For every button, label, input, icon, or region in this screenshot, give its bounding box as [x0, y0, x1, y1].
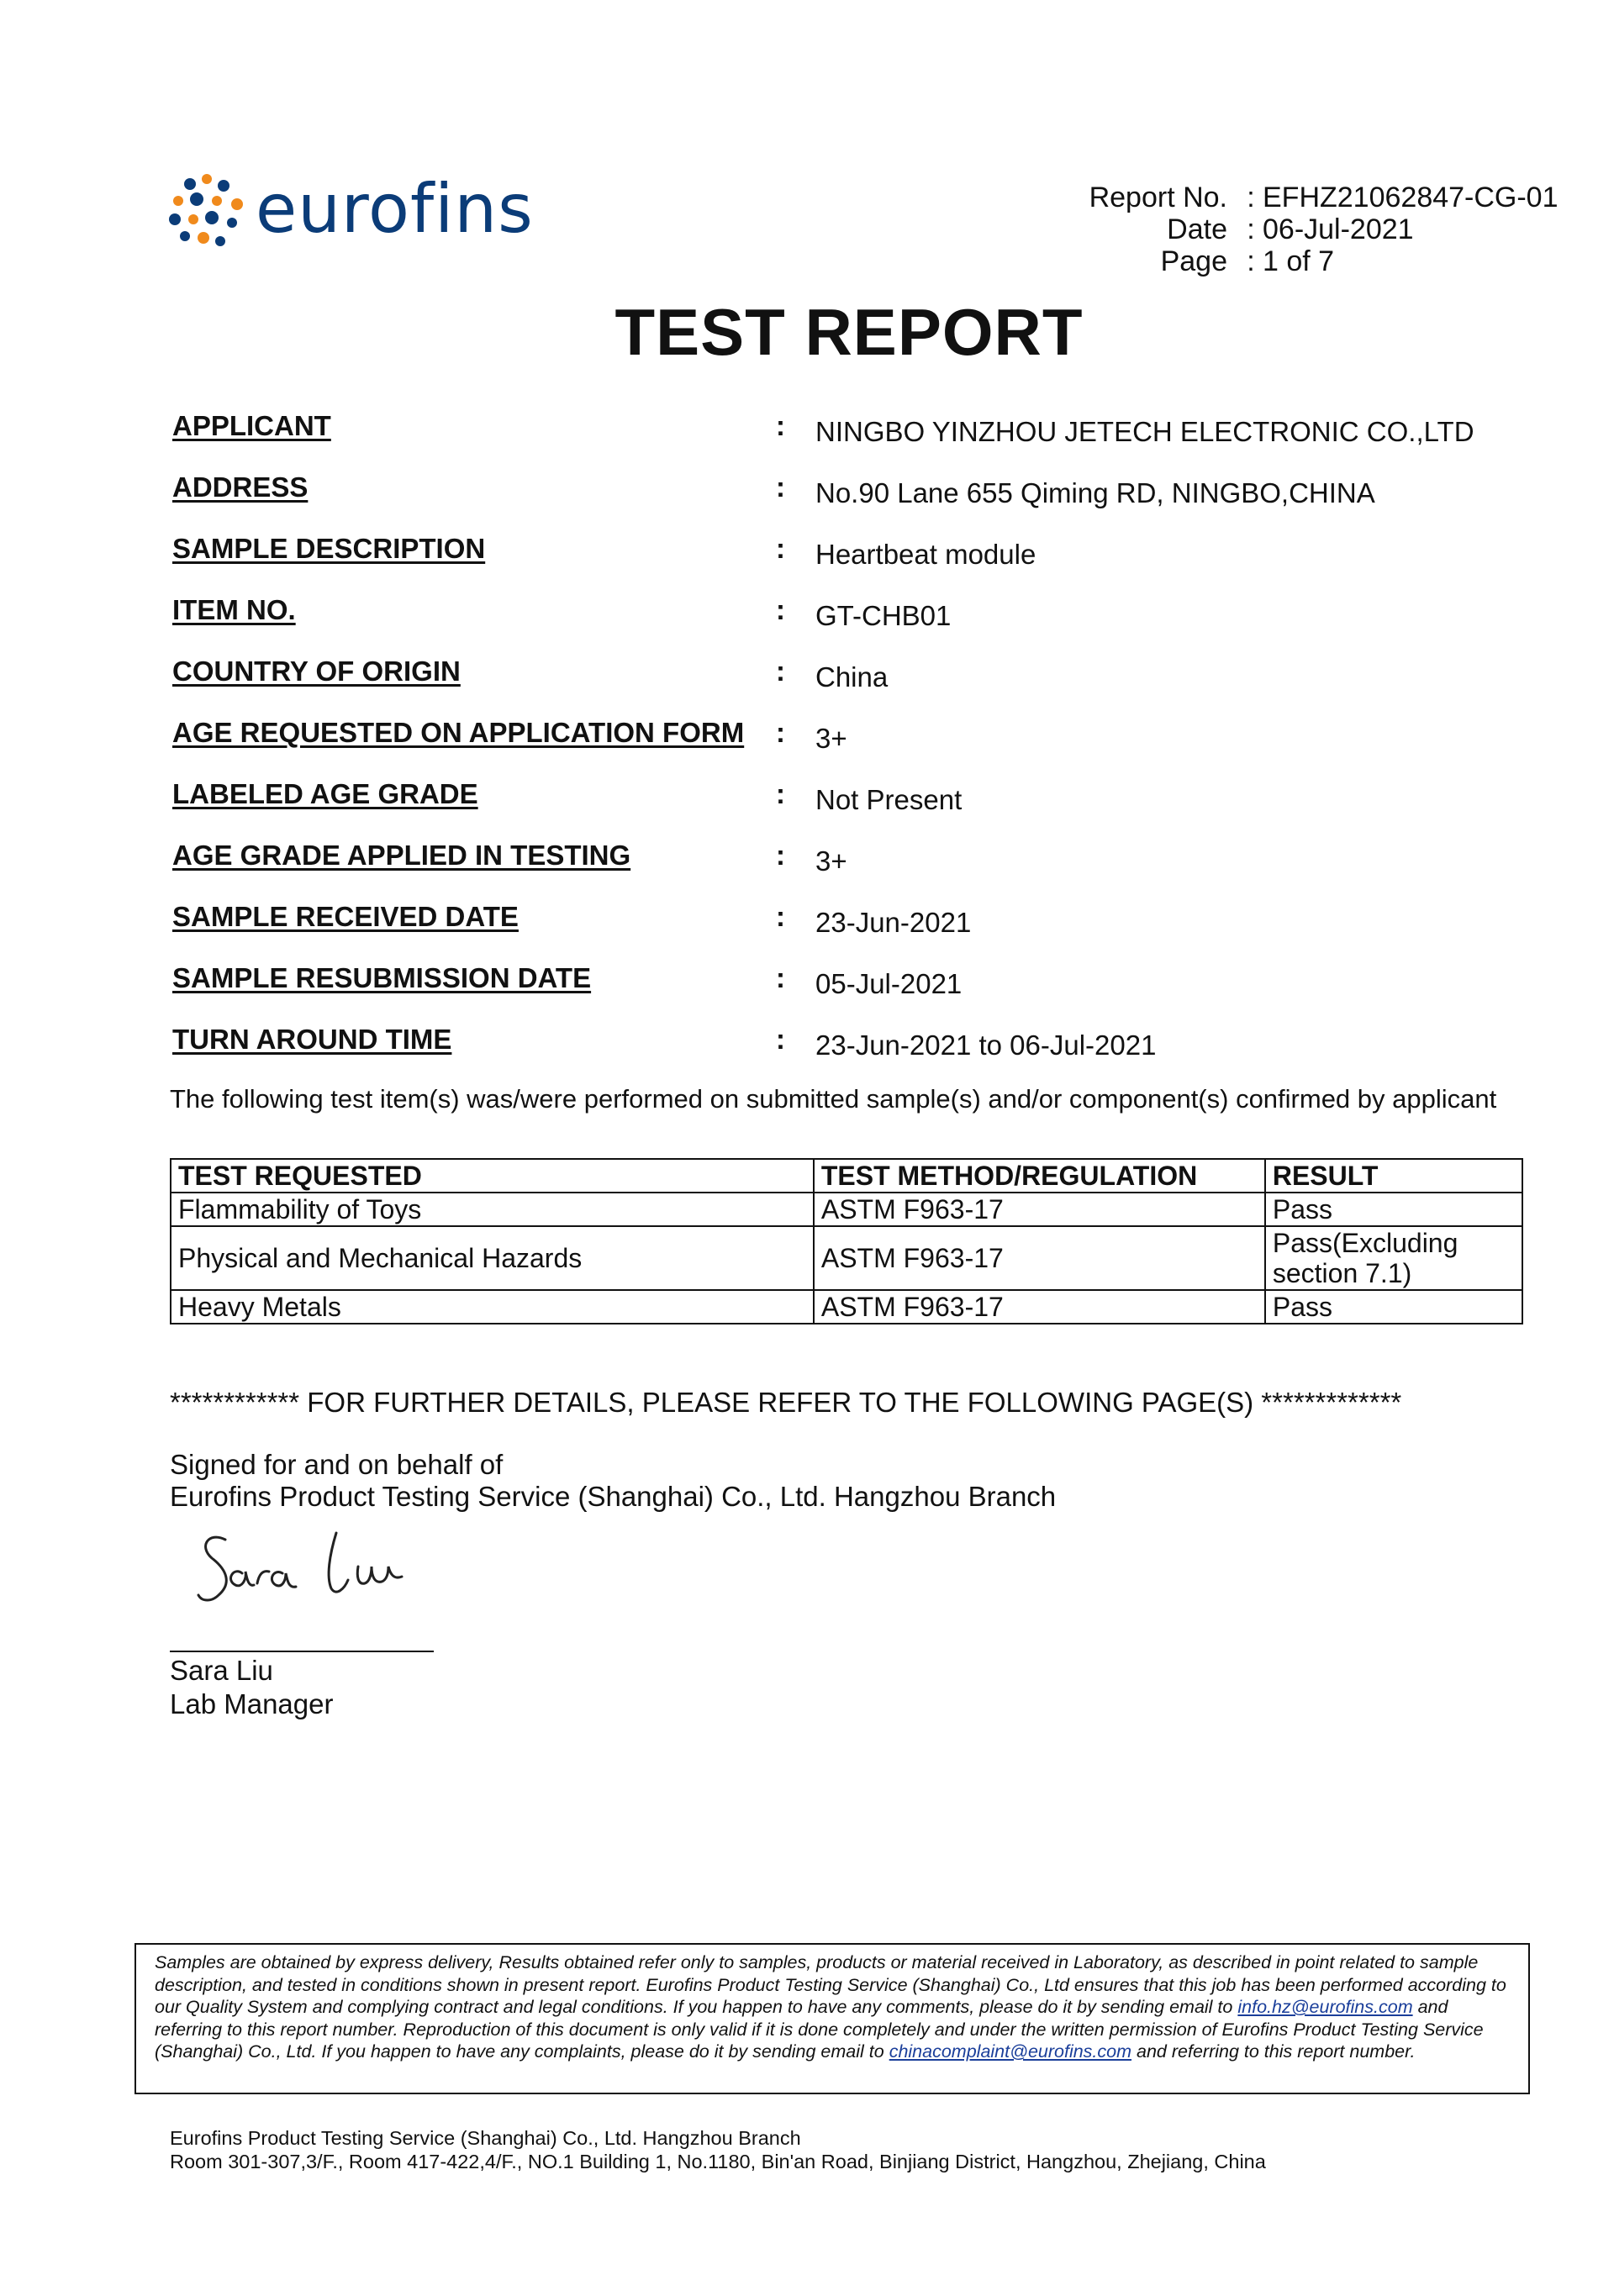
header-test-method: TEST METHOD/REGULATION	[814, 1159, 1265, 1193]
report-meta	[1034, 182, 1559, 277]
report-page-row: Page : 1 of 7	[1034, 245, 1559, 277]
disclaimer-text-3: and referring to this report number.	[1137, 2041, 1416, 2062]
field-address: ADDRESS : No.90 Lane 655 Qiming RD, NINGBO,CHINA	[172, 471, 1375, 508]
signer-info	[170, 1654, 333, 1721]
logo-wordmark: eurofins	[256, 170, 534, 248]
handwritten-signature	[193, 1521, 446, 1630]
disclaimer-text-2: and referring to this report number. Reproduction of this document is only valid if it is done completely and under the written permission of Eurofins Product Testing Service (Shanghai) Co., Ltd. If you happen to have any complaints, please do it by sending email to	[155, 1997, 1484, 2062]
field-label: APPLICANT	[172, 410, 331, 441]
signed-on-behalf	[170, 1449, 1056, 1513]
field-label: SAMPLE DESCRIPTION	[172, 533, 486, 564]
field-value: GT-CHB01	[815, 600, 952, 631]
disclaimer-text-1: Samples are obtained by express delivery, Results obtained refer only to samples, products or material received in Laboratory, as described in point related to sample description, and tested in conditions shown in present report. Eurofins Product Testing Service (Shanghai) Co., Ltd ensures that this job has been performed according to our Quality System and complying contract and legal conditions. If you happen to have any comments, please do it by sending email to	[155, 1952, 1506, 2017]
eurofins-dots-icon	[168, 172, 252, 253]
field-applicant: APPLICANT : NINGBO YINZHOU JETECH ELECTRONIC CO.,LTD	[172, 410, 1474, 447]
field-value: No.90 Lane 655 Qiming RD, NINGBO,CHINA	[815, 477, 1375, 508]
cell-test-requested: Flammability of Toys	[171, 1193, 814, 1226]
field-sample-description: SAMPLE DESCRIPTION : Heartbeat module	[172, 533, 1036, 570]
field-value: Heartbeat module	[815, 539, 1036, 570]
report-date-value: 06-Jul-2021	[1263, 213, 1414, 245]
field-value: 05-Jul-2021	[815, 968, 963, 999]
field-label: ADDRESS	[172, 471, 309, 503]
document-title: TEST REPORT	[614, 295, 1084, 369]
field-value: China	[815, 661, 889, 692]
field-sample-resubmission-date: SAMPLE RESUBMISSION DATE : 05-Jul-2021	[172, 962, 963, 999]
eurofins-logo	[168, 172, 538, 253]
field-value: 23-Jun-2021 to 06-Jul-2021	[815, 1030, 1157, 1061]
signer-title: Lab Manager	[170, 1688, 334, 1719]
table-row	[171, 1226, 1522, 1290]
field-label: COUNTRY OF ORIGIN	[172, 656, 461, 687]
meta-label: Date	[1167, 213, 1227, 245]
field-label: SAMPLE RECEIVED DATE	[172, 901, 519, 932]
field-value: NINGBO YINZHOU JETECH ELECTRONIC CO.,LTD	[815, 416, 1474, 447]
cell-test-requested: Physical and Mechanical Hazards	[171, 1226, 814, 1290]
field-label: SAMPLE RESUBMISSION DATE	[172, 962, 592, 993]
field-country-of-origin: COUNTRY OF ORIGIN : China	[172, 656, 889, 692]
field-label: AGE GRADE APPLIED IN TESTING	[172, 840, 631, 871]
test-results-table	[170, 1158, 1523, 1324]
field-value: 23-Jun-2021	[815, 907, 972, 938]
info-email-link[interactable]: info.hz@eurofins.com	[1237, 1997, 1413, 2017]
field-label: AGE REQUESTED ON APPLICATION FORM	[172, 717, 745, 748]
table-header-row	[171, 1159, 1522, 1193]
signed-line-2: Eurofins Product Testing Service (Shanghai) Co., Ltd. Hangzhou Branch	[170, 1481, 1057, 1512]
header-result: RESULT	[1265, 1159, 1522, 1193]
cell-result: Pass	[1265, 1193, 1522, 1226]
field-label: ITEM NO.	[172, 594, 296, 625]
header-test-requested: TEST REQUESTED	[171, 1159, 814, 1193]
complaint-email-link[interactable]: chinacomplaint@eurofins.com	[889, 2041, 1132, 2062]
cell-test-requested: Heavy Metals	[171, 1290, 814, 1324]
signed-line-1: Signed for and on behalf of	[170, 1449, 504, 1480]
report-number-value: EFHZ21062847-CG-01	[1263, 182, 1559, 213]
meta-label: Report No.	[1089, 182, 1227, 213]
further-details-note: ************ FOR FURTHER DETAILS, PLEASE REFER TO THE FOLLOWING PAGE(S) *************	[170, 1387, 1402, 1418]
signature-line	[170, 1651, 434, 1652]
field-item-no: ITEM NO. : GT-CHB01	[172, 594, 952, 631]
report-number-row: Report No. : EFHZ21062847-CG-01	[1034, 182, 1559, 213]
footer-address	[170, 2126, 1266, 2173]
field-sample-received-date: SAMPLE RECEIVED DATE : 23-Jun-2021	[172, 901, 972, 938]
field-turn-around-time: TURN AROUND TIME : 23-Jun-2021 to 06-Jul-2021	[172, 1024, 1157, 1061]
cell-test-method: ASTM F963-17	[814, 1193, 1265, 1226]
table-row	[171, 1290, 1522, 1324]
field-label: TURN AROUND TIME	[172, 1024, 452, 1055]
table-row	[171, 1193, 1522, 1226]
report-date-row: Date : 06-Jul-2021	[1034, 213, 1559, 245]
cell-test-method: ASTM F963-17	[814, 1290, 1265, 1324]
field-value: 3+	[815, 845, 847, 877]
signer-name: Sara Liu	[170, 1655, 273, 1686]
footer-street: Room 301-307,3/F., Room 417-422,4/F., NO.1 Building 1, No.1180, Bin'an Road, Binjiang District, Hangzhou, Zhejiang, China	[170, 2151, 1266, 2172]
intro-text: The following test item(s) was/were performed on submitted sample(s) and/or component(s) confirmed by applicant	[170, 1084, 1497, 1114]
report-page-value: 1 of 7	[1263, 245, 1335, 277]
field-age-grade-applied: AGE GRADE APPLIED IN TESTING : 3+	[172, 840, 847, 877]
field-value: 3+	[815, 723, 847, 754]
footer-company: Eurofins Product Testing Service (Shanghai) Co., Ltd. Hangzhou Branch	[170, 2127, 801, 2149]
field-value: Not Present	[815, 784, 963, 815]
field-labeled-age-grade: LABELED AGE GRADE : Not Present	[172, 778, 963, 815]
field-age-requested: AGE REQUESTED ON APPLICATION FORM : 3+	[172, 717, 847, 754]
report-fields	[172, 410, 1534, 1085]
cell-result: Pass	[1265, 1290, 1522, 1324]
cell-result: Pass(Excluding section 7.1)	[1265, 1226, 1522, 1290]
meta-label: Page	[1160, 245, 1227, 277]
disclaimer-box	[134, 1943, 1530, 2094]
field-label: LABELED AGE GRADE	[172, 778, 478, 809]
cell-test-method: ASTM F963-17	[814, 1226, 1265, 1290]
